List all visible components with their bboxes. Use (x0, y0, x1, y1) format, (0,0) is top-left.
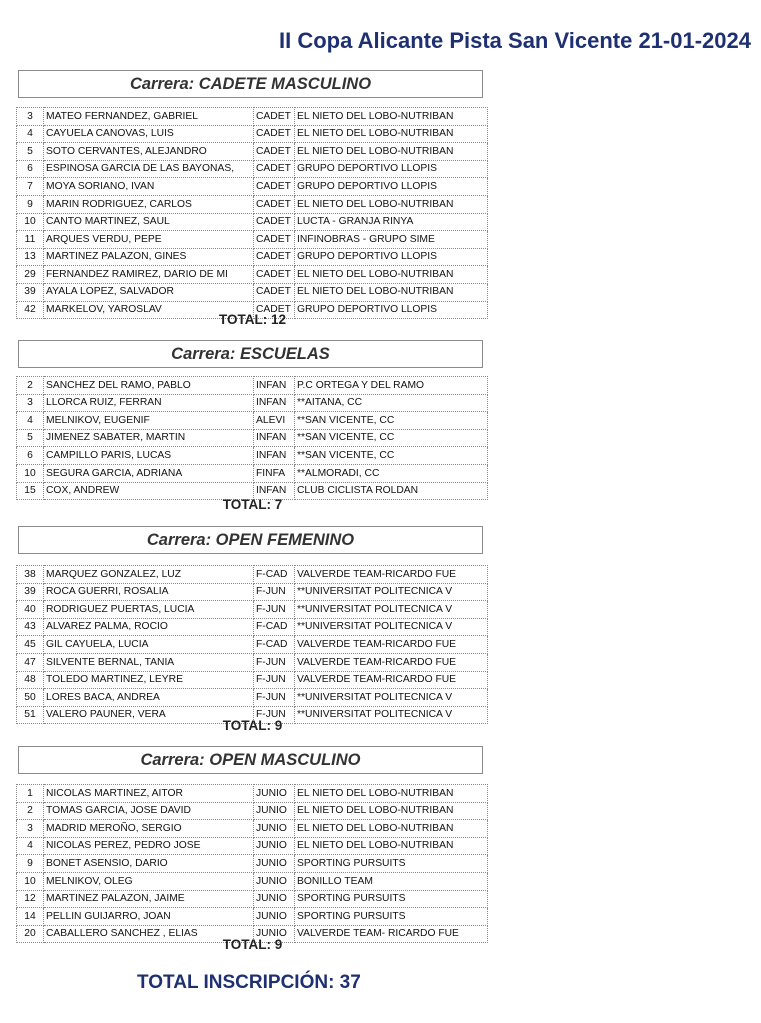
rider-name: SANCHEZ DEL RAMO, PABLO (44, 377, 254, 395)
bib-number: 6 (17, 160, 44, 178)
rider-club: BONILLO TEAM (295, 872, 488, 890)
rider-name: VALERO PAUNER, VERA (44, 706, 254, 724)
rider-name: MATEO FERNANDEZ, GABRIEL (44, 108, 254, 126)
rider-club: **SAN VICENTE, CC (295, 412, 488, 430)
rider-club: SPORTING PURSUITS (295, 855, 488, 873)
entry-row (17, 178, 488, 196)
rider-club: EL NIETO DEL LOBO-NUTRIBAN (295, 785, 488, 803)
bib-number: 1 (17, 785, 44, 803)
rider-category: INFAN (254, 394, 295, 412)
rider-club: GRUPO DEPORTIVO LLOPIS (295, 178, 488, 196)
race-table-escuelas (16, 376, 488, 500)
entry-row (17, 160, 488, 178)
rider-category: INFAN (254, 377, 295, 395)
entry-row (17, 464, 488, 482)
entry-row (17, 125, 488, 143)
rider-category: CADET (254, 248, 295, 266)
rider-category: F-CAD (254, 618, 295, 636)
entry-row (17, 837, 488, 855)
entry-row (17, 412, 488, 430)
bib-number: 20 (17, 925, 44, 943)
rider-category: CADET (254, 108, 295, 126)
bib-number: 29 (17, 266, 44, 284)
rider-name: NICOLAS MARTINEZ, AITOR (44, 785, 254, 803)
rider-category: JUNIO (254, 855, 295, 873)
bib-number: 9 (17, 855, 44, 873)
entry-row (17, 394, 488, 412)
bib-number: 42 (17, 301, 44, 319)
rider-category: F-CAD (254, 566, 295, 584)
rider-category: JUNIO (254, 837, 295, 855)
rider-club: GRUPO DEPORTIVO LLOPIS (295, 248, 488, 266)
bib-number: 2 (17, 802, 44, 820)
rider-name: GIL CAYUELA, LUCIA (44, 636, 254, 654)
rider-name: CABALLERO SANCHEZ , ELIAS (44, 925, 254, 943)
rider-club: GRUPO DEPORTIVO LLOPIS (295, 301, 488, 319)
rider-category: CADET (254, 301, 295, 319)
entry-row (17, 908, 488, 926)
race-header-open-masculino: Carrera: OPEN MASCULINO (18, 746, 483, 774)
entry-row (17, 601, 488, 619)
rider-club: CLUB CICLISTA ROLDAN (295, 482, 488, 500)
entry-row (17, 143, 488, 161)
rider-club: P.C ORTEGA Y DEL RAMO (295, 377, 488, 395)
rider-name: CANTO MARTINEZ, SAUL (44, 213, 254, 231)
rider-category: CADET (254, 213, 295, 231)
rider-name: SOTO CERVANTES, ALEJANDRO (44, 143, 254, 161)
rider-category: F-JUN (254, 706, 295, 724)
race-total-open-masculino: TOTAL: 9 (222, 937, 283, 952)
entry-row (17, 636, 488, 654)
rider-name: COX, ANDREW (44, 482, 254, 500)
bib-number: 2 (17, 377, 44, 395)
rider-category: INFAN (254, 482, 295, 500)
entry-row (17, 231, 488, 249)
rider-club: LUCTA - GRANJA RINYA (295, 213, 488, 231)
rider-category: JUNIO (254, 872, 295, 890)
rider-club: **UNIVERSITAT POLITECNICA V (295, 618, 488, 636)
rider-club: EL NIETO DEL LOBO-NUTRIBAN (295, 266, 488, 284)
entry-row (17, 802, 488, 820)
rider-club: INFINOBRAS - GRUPO SIME (295, 231, 488, 249)
bib-number: 3 (17, 394, 44, 412)
rider-name: JIMENEZ SABATER, MARTIN (44, 429, 254, 447)
race-total-open-femenino: TOTAL: 9 (222, 718, 283, 733)
bib-number: 5 (17, 429, 44, 447)
document-title: II Copa Alicante Pista San Vicente 21-01-2024 (279, 28, 751, 53)
entry-row (17, 618, 488, 636)
rider-category: INFAN (254, 447, 295, 465)
rider-category: CADET (254, 195, 295, 213)
bib-number: 14 (17, 908, 44, 926)
rider-category: CADET (254, 231, 295, 249)
rider-club: **UNIVERSITAT POLITECNICA V (295, 689, 488, 707)
entry-row (17, 566, 488, 584)
rider-name: CAYUELA CANOVAS, LUIS (44, 125, 254, 143)
rider-name: MELNIKOV, OLEG (44, 872, 254, 890)
bib-number: 3 (17, 820, 44, 838)
rider-club: EL NIETO DEL LOBO-NUTRIBAN (295, 802, 488, 820)
rider-category: CADET (254, 283, 295, 301)
bib-number: 12 (17, 890, 44, 908)
rider-club: GRUPO DEPORTIVO LLOPIS (295, 160, 488, 178)
bib-number: 6 (17, 447, 44, 465)
bib-number: 3 (17, 108, 44, 126)
rider-club: VALVERDE TEAM-RICARDO FUE (295, 653, 488, 671)
bib-number: 10 (17, 213, 44, 231)
rider-name: FERNANDEZ RAMIREZ, DARIO DE MI (44, 266, 254, 284)
rider-club: VALVERDE TEAM-RICARDO FUE (295, 636, 488, 654)
entry-row (17, 653, 488, 671)
bib-number: 40 (17, 601, 44, 619)
entry-row (17, 855, 488, 873)
entry-row (17, 108, 488, 126)
entry-row (17, 429, 488, 447)
rider-category: CADET (254, 125, 295, 143)
rider-club: EL NIETO DEL LOBO-NUTRIBAN (295, 125, 488, 143)
rider-club: VALVERDE TEAM-RICARDO FUE (295, 671, 488, 689)
rider-club: EL NIETO DEL LOBO-NUTRIBAN (295, 195, 488, 213)
rider-name: PELLIN GUIJARRO, JOAN (44, 908, 254, 926)
bib-number: 4 (17, 837, 44, 855)
rider-name: LORES BACA, ANDREA (44, 689, 254, 707)
bib-number: 48 (17, 671, 44, 689)
bib-number: 47 (17, 653, 44, 671)
rider-category: F-CAD (254, 636, 295, 654)
rider-category: CADET (254, 160, 295, 178)
rider-club: EL NIETO DEL LOBO-NUTRIBAN (295, 837, 488, 855)
rider-club: **UNIVERSITAT POLITECNICA V (295, 583, 488, 601)
rider-name: SEGURA GARCIA, ADRIANA (44, 464, 254, 482)
race-table-cadete-masculino (16, 107, 488, 319)
rider-name: ARQUES VERDU, PEPE (44, 231, 254, 249)
rider-club: **ALMORADI, CC (295, 464, 488, 482)
rider-name: MADRID MEROÑO, SERGIO (44, 820, 254, 838)
rider-category: JUNIO (254, 820, 295, 838)
bib-number: 11 (17, 231, 44, 249)
rider-club: **AITANA, CC (295, 394, 488, 412)
entry-row (17, 872, 488, 890)
rider-category: JUNIO (254, 890, 295, 908)
rider-name: MOYA SORIANO, IVAN (44, 178, 254, 196)
rider-category: CADET (254, 266, 295, 284)
rider-name: BONET ASENSIO, DARIO (44, 855, 254, 873)
entry-row (17, 785, 488, 803)
rider-club: **SAN VICENTE, CC (295, 447, 488, 465)
rider-category: JUNIO (254, 802, 295, 820)
rider-club: **UNIVERSITAT POLITECNICA V (295, 706, 488, 724)
rider-name: AYALA LOPEZ, SALVADOR (44, 283, 254, 301)
entry-row (17, 283, 488, 301)
bib-number: 9 (17, 195, 44, 213)
bib-number: 10 (17, 872, 44, 890)
bib-number: 10 (17, 464, 44, 482)
bib-number: 45 (17, 636, 44, 654)
race-table-open-femenino (16, 565, 488, 724)
entry-row (17, 447, 488, 465)
rider-name: MARTINEZ PALAZON, JAIME (44, 890, 254, 908)
bib-number: 5 (17, 143, 44, 161)
rider-club: EL NIETO DEL LOBO-NUTRIBAN (295, 283, 488, 301)
rider-name: SILVENTE BERNAL, TANIA (44, 653, 254, 671)
rider-club: SPORTING PURSUITS (295, 890, 488, 908)
rider-name: CAMPILLO PARIS, LUCAS (44, 447, 254, 465)
rider-name: MARTINEZ PALAZON, GINES (44, 248, 254, 266)
rider-category: INFAN (254, 429, 295, 447)
rider-name: ALVAREZ PALMA, ROCIO (44, 618, 254, 636)
rider-club: **SAN VICENTE, CC (295, 429, 488, 447)
rider-name: ESPINOSA GARCIA DE LAS BAYONAS, (44, 160, 254, 178)
entry-row (17, 890, 488, 908)
race-header-open-femenino: Carrera: OPEN FEMENINO (18, 526, 483, 554)
entry-row (17, 195, 488, 213)
rider-name: RODRIGUEZ PUERTAS, LUCIA (44, 601, 254, 619)
rider-club: **UNIVERSITAT POLITECNICA V (295, 601, 488, 619)
bib-number: 51 (17, 706, 44, 724)
bib-number: 4 (17, 125, 44, 143)
rider-category: JUNIO (254, 925, 295, 943)
rider-name: MARQUEZ GONZALEZ, LUZ (44, 566, 254, 584)
entry-row (17, 583, 488, 601)
rider-name: MELNIKOV, EUGENIF (44, 412, 254, 430)
rider-category: F-JUN (254, 653, 295, 671)
rider-category: F-JUN (254, 689, 295, 707)
race-table-open-masculino (16, 784, 488, 943)
rider-name: MARIN RODRIGUEZ, CARLOS (44, 195, 254, 213)
rider-category: F-JUN (254, 671, 295, 689)
rider-category: CADET (254, 143, 295, 161)
race-header-escuelas: Carrera: ESCUELAS (18, 340, 483, 368)
rider-club: VALVERDE TEAM- RICARDO FUE (295, 925, 488, 943)
entry-row (17, 689, 488, 707)
race-total-escuelas: TOTAL: 7 (222, 497, 283, 512)
rider-club: VALVERDE TEAM-RICARDO FUE (295, 566, 488, 584)
entry-row (17, 671, 488, 689)
rider-name: NICOLAS PEREZ, PEDRO JOSE (44, 837, 254, 855)
rider-name: TOLEDO MARTINEZ, LEYRE (44, 671, 254, 689)
entry-row (17, 377, 488, 395)
rider-name: TOMAS GARCIA, JOSE DAVID (44, 802, 254, 820)
rider-name: ROCA GUERRI, ROSALIA (44, 583, 254, 601)
rider-club: EL NIETO DEL LOBO-NUTRIBAN (295, 143, 488, 161)
rider-category: JUNIO (254, 785, 295, 803)
bib-number: 43 (17, 618, 44, 636)
bib-number: 13 (17, 248, 44, 266)
rider-category: CADET (254, 178, 295, 196)
rider-category: JUNIO (254, 908, 295, 926)
rider-club: SPORTING PURSUITS (295, 908, 488, 926)
grand-total: TOTAL INSCRIPCIÓN: 37 (137, 972, 361, 993)
race-header-cadete-masculino: Carrera: CADETE MASCULINO (18, 70, 483, 98)
bib-number: 39 (17, 283, 44, 301)
rider-category: FINFA (254, 464, 295, 482)
bib-number: 39 (17, 583, 44, 601)
bib-number: 7 (17, 178, 44, 196)
bib-number: 38 (17, 566, 44, 584)
rider-name: LLORCA RUIZ, FERRAN (44, 394, 254, 412)
entry-row (17, 213, 488, 231)
rider-category: F-JUN (254, 601, 295, 619)
bib-number: 50 (17, 689, 44, 707)
race-total-cadete-masculino: TOTAL: 12 (218, 312, 286, 327)
rider-name: MARKELOV, YAROSLAV (44, 301, 254, 319)
bib-number: 15 (17, 482, 44, 500)
rider-category: F-JUN (254, 583, 295, 601)
entry-row (17, 266, 488, 284)
entry-row (17, 248, 488, 266)
rider-club: EL NIETO DEL LOBO-NUTRIBAN (295, 820, 488, 838)
rider-category: ALEVI (254, 412, 295, 430)
entry-row (17, 820, 488, 838)
rider-club: EL NIETO DEL LOBO-NUTRIBAN (295, 108, 488, 126)
bib-number: 4 (17, 412, 44, 430)
